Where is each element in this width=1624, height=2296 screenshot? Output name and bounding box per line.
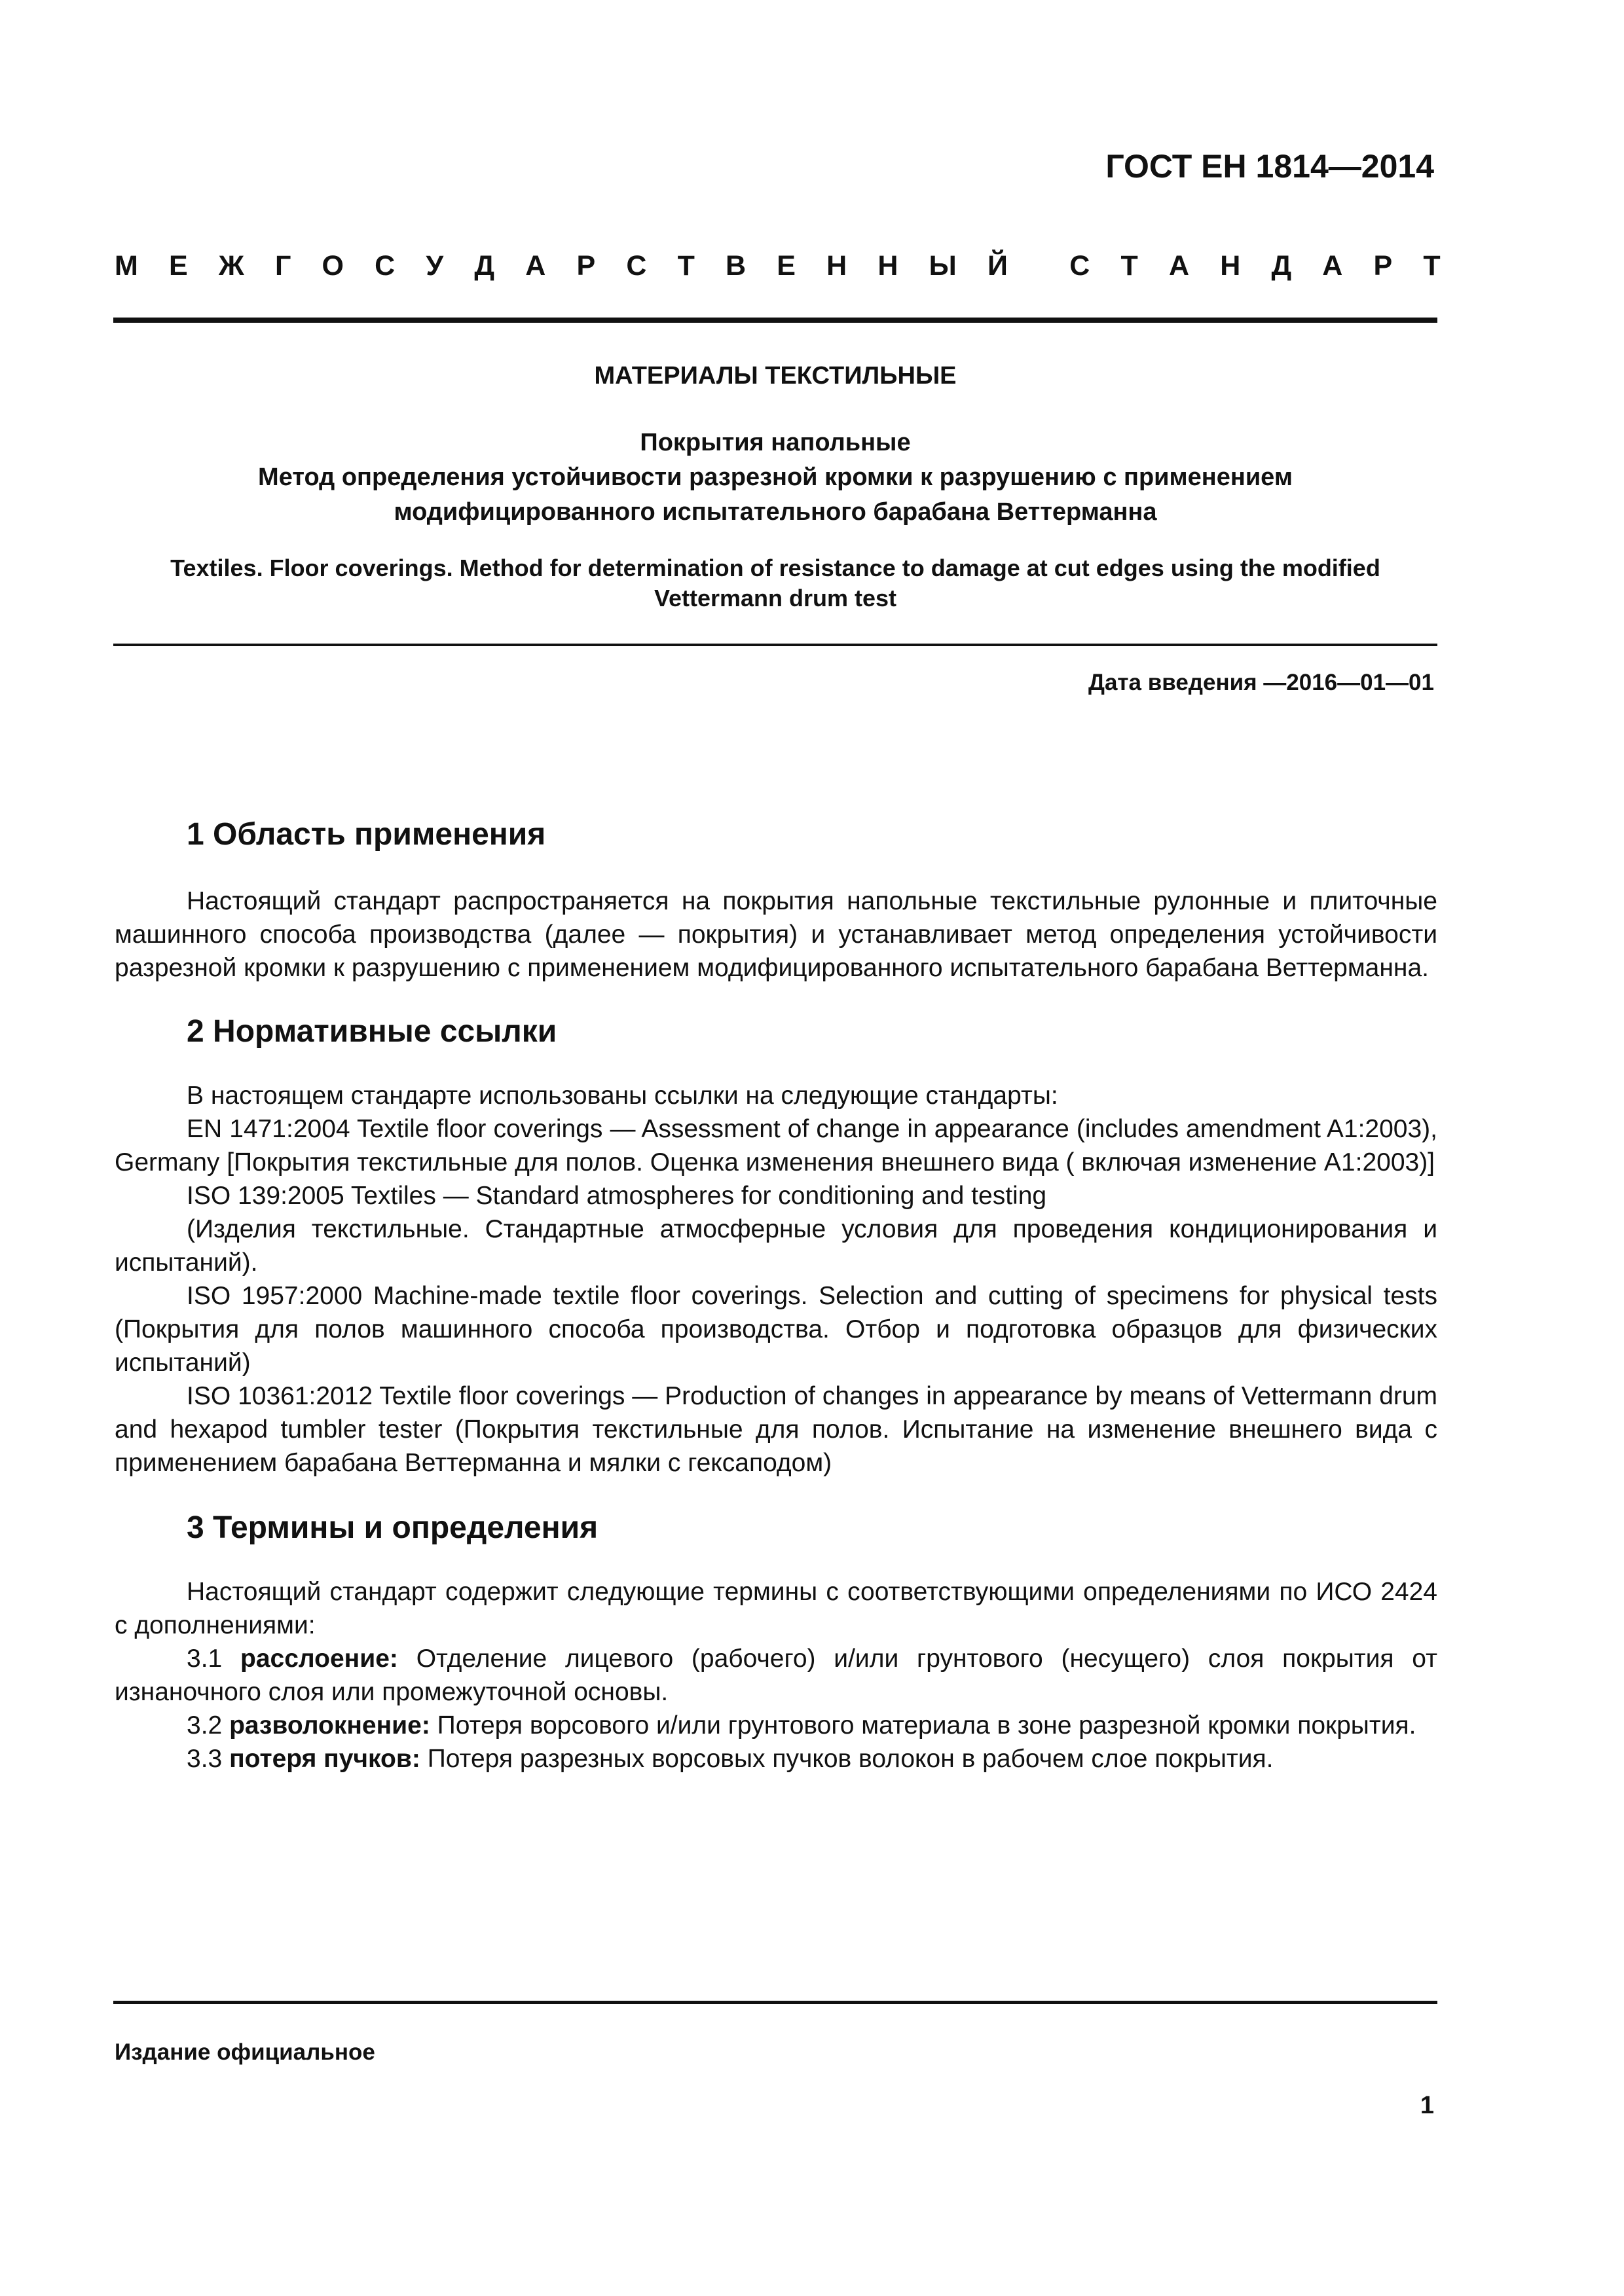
- term-definition: Потеря ворсового и/или грунтового материала в зоне разрезной кромки покрытия.: [437, 1711, 1416, 1740]
- official-edition-label: Издание официальное: [115, 2039, 375, 2065]
- standard-type-banner: [115, 250, 1441, 282]
- term-entry: [115, 1742, 1437, 1776]
- banner-letter: Ы: [929, 250, 957, 282]
- title-divider: [113, 644, 1437, 646]
- document-number: ГОСТ EH 1814—2014: [1105, 148, 1434, 185]
- term-entry: [115, 1709, 1437, 1742]
- subtitle-line: Метод определения устойчивости разрезной кромки к разрушению с применением: [258, 464, 1293, 491]
- banner-letter: Р: [1373, 250, 1393, 282]
- reference-paragraph: В настоящем стандарте использованы ссылки на следующие стандарты:: [187, 1082, 1058, 1110]
- reference-paragraph: ISO 10361:2012 Textile floor coverings — Production of changes in appearance by means of Vettermann drum and hexapod tumbler tester (Покрытия текстильные для полов. Испытание на изменение внешнего вида с применением барабана Веттерманна и мялки с гексаподом): [115, 1382, 1437, 1477]
- banner-letter: Н: [826, 250, 847, 282]
- subtitle-line: Покрытия напольные: [640, 429, 911, 456]
- banner-letter: Е: [777, 250, 796, 282]
- reference-paragraph: ISO 139:2005 Textiles — Standard atmospheres for conditioning and testing: [187, 1182, 1047, 1210]
- term-name: расслоение:: [240, 1645, 398, 1673]
- footer-divider: [113, 2001, 1437, 2004]
- term-number: 3.2: [187, 1711, 223, 1740]
- document-subtitle: [113, 426, 1437, 530]
- banner-letter: Ж: [218, 250, 244, 282]
- reference-paragraph: ISO 1957:2000 Machine-made textile floor coverings. Selection and cutting of specimens for physical tests (Покрытия для полов машинного способа производства. Отбор и подготовка образцов для физических испытаний): [115, 1282, 1437, 1377]
- subtitle-line: модифицированного испытательного барабана Веттерманна: [394, 498, 1157, 526]
- introduction-date: Дата введения —2016—01—01: [1088, 670, 1434, 695]
- banner-letter: О: [322, 250, 344, 282]
- reference-paragraph: EN 1471:2004 Textile floor coverings — Assessment of change in appearance (includes amendment A1:2003), Germany [Покрытия текстильные для полов. Оценка изменения внешнего вида ( включая изменение A1:2003)]: [115, 1115, 1437, 1176]
- banner-letter: С: [1069, 250, 1090, 282]
- banner-letter: Й: [987, 250, 1008, 282]
- banner-letter: В: [726, 250, 747, 282]
- english-title-line: Vettermann drum test: [654, 585, 897, 611]
- banner-letter: Д: [1271, 250, 1292, 282]
- banner-letter: Е: [169, 250, 188, 282]
- references-list: [115, 1079, 1437, 1480]
- banner-letter: У: [426, 250, 444, 282]
- terms-list: [115, 1575, 1437, 1776]
- terms-intro: Настоящий стандарт содержит следующие термины с соответствующими определениями по ИСО 2424 с дополнениями:: [115, 1578, 1437, 1639]
- term-number: 3.3: [187, 1745, 223, 1773]
- section-heading-references: 2 Нормативные ссылки: [187, 1014, 557, 1049]
- scope-paragraph: Настоящий стандарт распространяется на покрытия напольные текстильные рулонные и плиточные машинного способа производства (далее — покрытия) и устанавливает метод определения устойчивости разрезной кромки к разрушению с применением модифицированного испытательного барабана Веттерманна.: [115, 887, 1437, 982]
- banner-letter: А: [525, 250, 546, 282]
- page-number: 1: [1420, 2092, 1434, 2119]
- document-body: [115, 815, 1437, 1776]
- term-entry: [115, 1642, 1437, 1709]
- banner-letter: С: [626, 250, 647, 282]
- banner-letter: С: [375, 250, 396, 282]
- banner-letter: Н: [877, 250, 898, 282]
- term-name: разволокнение:: [229, 1711, 430, 1740]
- banner-letter: Р: [576, 250, 596, 282]
- header-divider: [113, 318, 1437, 323]
- banner-letter: М: [115, 250, 138, 282]
- reference-paragraph: (Изделия текстильные. Стандартные атмосферные условия для проведения кондиционирования и испытаний).: [115, 1215, 1437, 1277]
- english-title: [113, 553, 1437, 613]
- banner-letter: А: [1322, 250, 1343, 282]
- document-title: МАТЕРИАЛЫ ТЕКСТИЛЬНЫЕ: [594, 362, 957, 390]
- term-name: потеря пучков:: [229, 1745, 420, 1773]
- banner-letter: Т: [1423, 250, 1441, 282]
- banner-letter: Т: [677, 250, 695, 282]
- english-title-line: Textiles. Floor coverings. Method for determination of resistance to damage at cut edges using the modified: [170, 555, 1380, 581]
- banner-letter: Т: [1120, 250, 1138, 282]
- banner-letter: Г: [274, 250, 291, 282]
- banner-letter: А: [1168, 250, 1190, 282]
- section-heading-scope: 1 Область применения: [187, 817, 546, 852]
- term-definition: Отделение лицевого (рабочего) и/или грунтового (несущего) слоя покрытия от изнаночного слоя или промежуточной основы.: [115, 1645, 1437, 1706]
- term-definition: Потеря разрезных ворсовых пучков волокон в рабочем слое покрытия.: [427, 1745, 1274, 1773]
- term-number: 3.1: [187, 1645, 223, 1673]
- section-heading-terms: 3 Термины и определения: [187, 1510, 599, 1545]
- banner-letter: Д: [474, 250, 494, 282]
- banner-letter: Н: [1220, 250, 1241, 282]
